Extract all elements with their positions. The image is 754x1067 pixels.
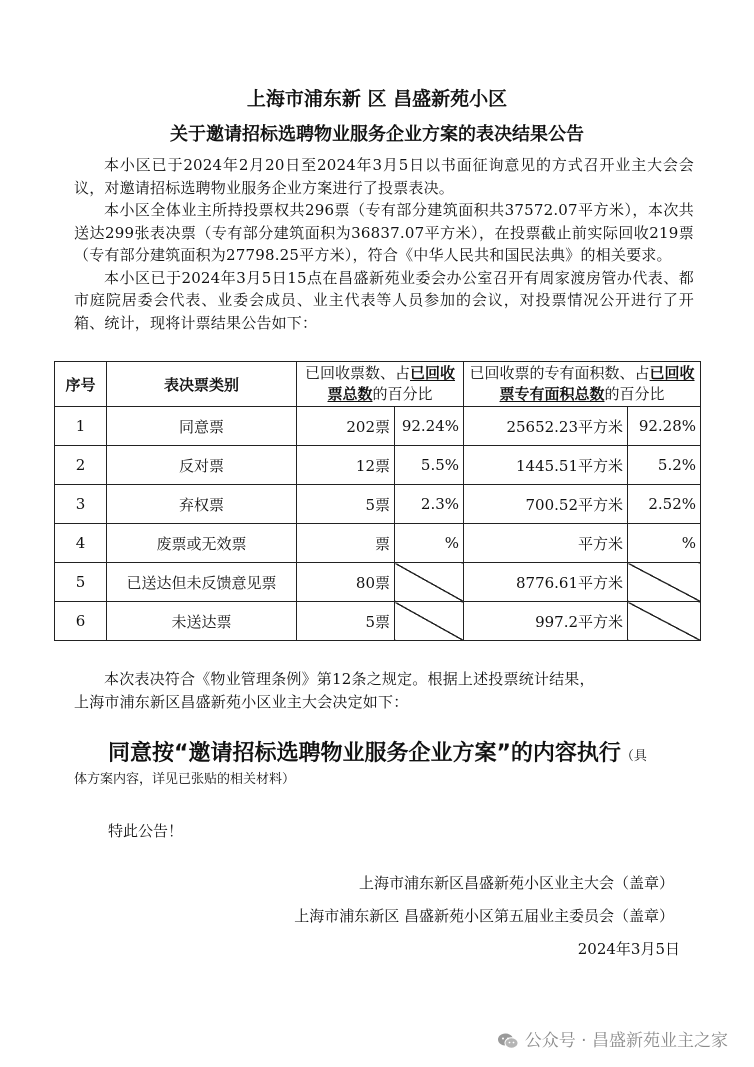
cell-votes-pct: 5.5% xyxy=(395,446,464,485)
cell-category: 废票或无效票 xyxy=(107,524,297,563)
conclusion-block xyxy=(74,668,694,713)
header-votes xyxy=(297,362,464,407)
intro-paragraphs xyxy=(74,154,694,334)
cell-votes-pct-empty xyxy=(395,563,464,602)
header-area-part3: 的百分比 xyxy=(604,385,665,403)
header-votes-part1: 已回收票数、占 xyxy=(304,364,410,382)
header-votes-part3: 的百分比 xyxy=(372,385,433,403)
paragraph-meeting: 本小区已于2024年2月20日至2024年3月5日以书面征询意见的方式召开业主大会会议，对邀请招标选聘物业服务企业方案进行了投票表决。 xyxy=(74,156,694,197)
header-area xyxy=(464,362,701,407)
header-no: 序号 xyxy=(55,362,107,407)
cell-category: 未送达票 xyxy=(107,602,297,641)
conclusion-line1: 本次表决符合《物业管理条例》第12条之规定。根据上述投票统计结果， xyxy=(104,670,595,688)
cell-area: 700.52平方米 xyxy=(464,485,628,524)
cell-area-pct-empty xyxy=(628,563,701,602)
cell-votes: 80票 xyxy=(297,563,395,602)
cell-no: 3 xyxy=(55,485,107,524)
decision-note: 体方案内容，详见已张贴的相关材料） xyxy=(74,772,296,787)
cell-area-pct: 92.28% xyxy=(628,407,701,446)
cell-area: 平方米 xyxy=(464,524,628,563)
signature-assembly: 上海市浦东新区昌盛新苑小区业主大会（盖章） xyxy=(358,874,674,892)
header-category: 表决票类别 xyxy=(107,362,297,407)
cell-category: 反对票 xyxy=(107,446,297,485)
cell-area-pct: 2.52% xyxy=(628,485,701,524)
table-row xyxy=(55,485,701,524)
cell-votes-pct: 2.3% xyxy=(395,485,464,524)
cell-area: 997.2平方米 xyxy=(464,602,628,641)
cell-votes: 202票 xyxy=(297,407,395,446)
cell-area: 8776.61平方米 xyxy=(464,563,628,602)
notice-text: 特此公告！ xyxy=(108,822,184,840)
cell-votes-pct-empty xyxy=(395,602,464,641)
vote-result-table xyxy=(54,361,701,641)
cell-area: 25652.23平方米 xyxy=(464,407,628,446)
cell-category: 已送达但未反馈意见票 xyxy=(107,563,297,602)
cell-votes-pct: 92.24% xyxy=(395,407,464,446)
watermark-text: 公众号 · 昌盛新苑业主之家 xyxy=(524,1031,728,1051)
cell-no: 6 xyxy=(55,602,107,641)
table-header-row xyxy=(55,362,701,407)
cell-area-pct: % xyxy=(628,524,701,563)
table-row xyxy=(55,524,701,563)
cell-no: 4 xyxy=(55,524,107,563)
decision-note-start: （具 xyxy=(620,749,647,764)
table-row xyxy=(55,602,701,641)
paragraph-counting: 本小区已于2024年3月5日15点在昌盛新苑业委会办公室召开有周家渡房管办代表、都市庭院居委会代表、业委会成员、业主代表等人员参加的会议，对投票情况公开进行了开箱、统计，现将计票结果公告如下： xyxy=(74,268,694,332)
cell-votes-pct: % xyxy=(395,524,464,563)
watermark-footer xyxy=(497,1026,728,1051)
cell-votes: 12票 xyxy=(297,446,395,485)
cell-votes: 票 xyxy=(297,524,395,563)
paragraph-votes: 本小区全体业主所持投票权共296票（专有部分建筑面积共37572.07平方米），本次共送达299张表决票（专有部分建筑面积为36837.07平方米），在投票截止前实际回收219票（专有部分建筑面积为27798.25平方米），符合《中华人民共和国民法典》的相关要求。 xyxy=(74,201,694,264)
signature-committee: 上海市浦东新区 昌盛新苑小区第五届业主委员会（盖章） xyxy=(294,907,674,925)
cell-votes: 5票 xyxy=(297,602,395,641)
decision-statement xyxy=(108,736,647,767)
decision-main: 同意按“邀请招标选聘物业服务企业方案”的内容执行 xyxy=(108,741,621,766)
cell-area: 1445.51平方米 xyxy=(464,446,628,485)
cell-area-pct-empty xyxy=(628,602,701,641)
cell-no: 2 xyxy=(55,446,107,485)
wechat-icon xyxy=(497,1032,519,1050)
table-row xyxy=(55,446,701,485)
cell-area-pct: 5.2% xyxy=(628,446,701,485)
cell-category: 弃权票 xyxy=(107,485,297,524)
cell-votes: 5票 xyxy=(297,485,395,524)
cell-no: 5 xyxy=(55,563,107,602)
cell-category: 同意票 xyxy=(107,407,297,446)
conclusion-line2: 上海市浦东新区昌盛新苑小区业主大会决定如下： xyxy=(74,692,409,711)
cell-no: 1 xyxy=(55,407,107,446)
document-subtitle: 关于邀请招标选聘物业服务企业方案的表决结果公告 xyxy=(170,124,584,145)
table-row xyxy=(55,407,701,446)
document-title: 上海市浦东新 区 昌盛新苑小区 xyxy=(246,88,508,110)
header-votes-part2: 已回收票总数 xyxy=(327,364,456,403)
header-area-part2: 已回收票专有面积总数 xyxy=(499,364,695,403)
table-row xyxy=(55,563,701,602)
header-area-part1: 已回收票的专有面积数、占 xyxy=(469,364,650,382)
signature-date: 2024年3月5日 xyxy=(577,940,680,958)
